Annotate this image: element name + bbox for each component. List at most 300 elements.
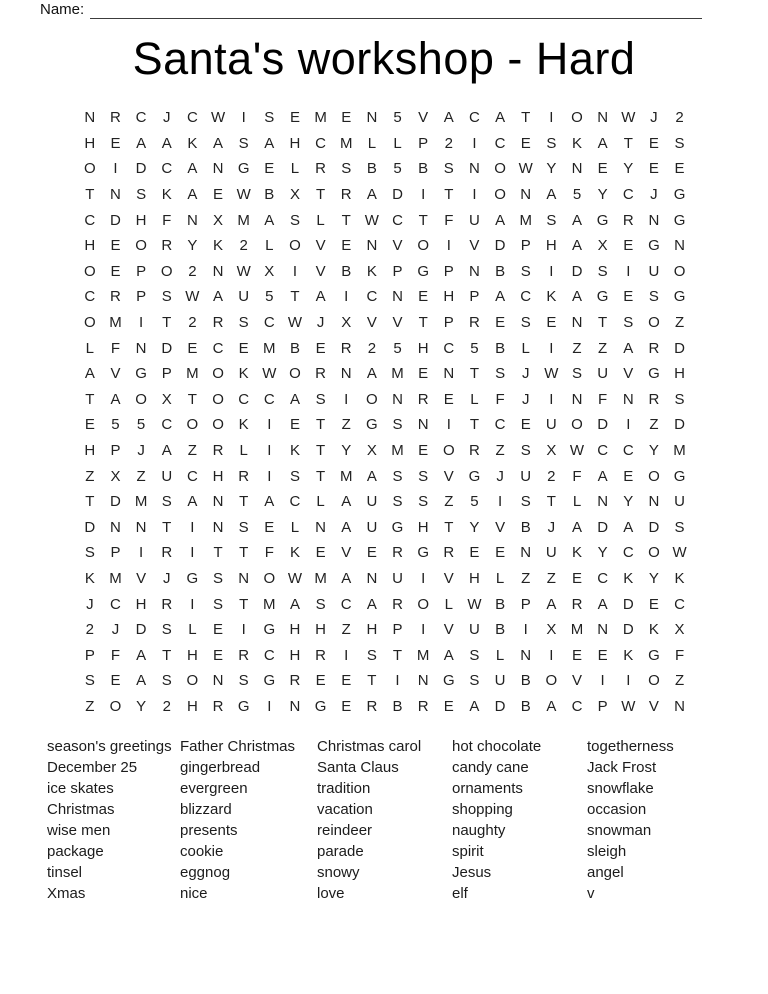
grid-letter: S <box>495 365 506 383</box>
grid-letter: A <box>213 288 224 306</box>
grid-letter: W <box>185 288 200 306</box>
word-list-item: tinsel <box>47 864 83 881</box>
grid-letter: 5 <box>111 416 120 434</box>
grid-letter: T <box>521 109 531 127</box>
grid-row <box>77 591 693 617</box>
grid-letter: H <box>289 134 301 152</box>
word-list-item: cookie <box>180 843 224 860</box>
grid-letter: D <box>597 518 609 536</box>
grid-letter: I <box>344 288 349 306</box>
grid-letter: K <box>674 569 685 587</box>
grid-letter: M <box>314 109 327 127</box>
grid-letter: C <box>289 493 301 511</box>
grid-letter: I <box>190 518 195 536</box>
grid-letter: U <box>469 211 480 229</box>
grid-letter: P <box>597 697 608 715</box>
grid-letter: I <box>267 697 272 715</box>
grid-letter: E <box>648 134 659 152</box>
grid-letter: I <box>446 416 451 434</box>
grid-letter: Y <box>597 544 608 562</box>
grid-letter: R <box>648 339 660 357</box>
grid-letter: S <box>418 467 429 485</box>
grid-letter: A <box>187 186 198 204</box>
grid-letter: G <box>596 211 609 229</box>
grid-letter: R <box>571 595 583 613</box>
grid-letter: 5 <box>470 493 479 511</box>
grid-letter: F <box>495 390 505 408</box>
grid-letter: N <box>443 365 455 383</box>
grid-row <box>77 233 693 259</box>
grid-letter: N <box>674 697 685 715</box>
grid-letter: S <box>546 134 557 152</box>
grid-row <box>77 182 693 208</box>
grid-letter: C <box>674 595 685 613</box>
name-fill-in-line <box>90 2 702 19</box>
grid-letter: W <box>364 211 379 229</box>
grid-letter: I <box>600 672 605 690</box>
grid-letter: Y <box>546 160 557 178</box>
grid-letter: X <box>597 237 608 255</box>
word-list-item: tradition <box>317 780 371 797</box>
grid-letter: Z <box>674 314 685 332</box>
word-list-item: naughty <box>452 822 506 839</box>
grid-letter: K <box>571 134 582 152</box>
grid-letter: N <box>366 109 378 127</box>
grid-letter: O <box>442 442 455 460</box>
grid-letter: N <box>84 109 96 127</box>
grid-letter: D <box>161 339 173 357</box>
grid-letter: P <box>443 314 454 332</box>
grid-letter: T <box>85 390 95 408</box>
grid-letter: R <box>212 442 224 460</box>
grid-letter: I <box>472 186 477 204</box>
word-list-item: shopping <box>452 801 513 818</box>
grid-letter: N <box>366 237 378 255</box>
grid-letter: F <box>444 211 454 229</box>
grid-letter: C <box>212 339 224 357</box>
grid-letter: B <box>495 339 506 357</box>
grid-letter: O <box>366 390 378 408</box>
grid-letter: S <box>392 493 403 511</box>
grid-letter: A <box>161 134 172 152</box>
grid-letter: O <box>648 314 660 332</box>
grid-letter: L <box>444 595 453 613</box>
grid-letter: Y <box>136 697 147 715</box>
grid-letter: T <box>290 288 300 306</box>
grid-letter: K <box>161 186 172 204</box>
grid-letter: A <box>341 493 352 511</box>
grid-letter: T <box>469 365 480 383</box>
grid-letter: S <box>520 442 531 460</box>
grid-letter: I <box>626 672 631 690</box>
grid-letter: W <box>621 109 636 127</box>
grid-letter: K <box>238 365 249 383</box>
grid-letter: S <box>136 186 147 204</box>
grid-letter: P <box>520 595 531 613</box>
word-list-item: Santa Claus <box>317 759 399 776</box>
grid-letter: G <box>648 237 660 255</box>
grid-letter: O <box>494 186 506 204</box>
grid-letter: D <box>597 416 609 434</box>
grid-letter: A <box>546 186 557 204</box>
word-list-column <box>587 736 722 904</box>
grid-row <box>77 642 693 668</box>
grid-letter: N <box>212 672 224 690</box>
grid-letter: E <box>546 314 557 332</box>
grid-letter: K <box>84 569 95 587</box>
grid-letter: E <box>315 339 326 357</box>
grid-row <box>77 156 693 182</box>
grid-letter: 2 <box>162 697 171 715</box>
grid-letter: 2 <box>675 109 684 127</box>
grid-letter: P <box>443 262 454 280</box>
grid-letter: E <box>495 544 506 562</box>
grid-letter: V <box>315 237 326 255</box>
grid-letter: S <box>392 467 403 485</box>
grid-letter: L <box>85 339 94 357</box>
grid-letter: E <box>110 237 121 255</box>
grid-letter: J <box>162 569 171 587</box>
grid-letter: I <box>523 621 528 639</box>
grid-letter: T <box>162 314 172 332</box>
grid-letter: S <box>623 314 634 332</box>
grid-letter: Z <box>85 697 95 715</box>
grid-letter: O <box>571 416 583 434</box>
grid-letter: E <box>315 544 326 562</box>
grid-letter: S <box>571 365 582 383</box>
grid-letter: I <box>190 595 195 613</box>
grid-letter: L <box>188 621 197 639</box>
grid-letter: A <box>187 160 198 178</box>
grid-letter: M <box>263 339 276 357</box>
grid-letter: I <box>446 237 451 255</box>
grid-row <box>77 361 693 387</box>
grid-letter: G <box>417 262 429 280</box>
grid-letter: 5 <box>265 288 274 306</box>
word-list-item: package <box>47 843 104 860</box>
grid-letter: O <box>648 467 660 485</box>
word-list-item: hot chocolate <box>452 738 542 755</box>
grid-letter: O <box>417 595 429 613</box>
grid-letter: E <box>495 314 506 332</box>
grid-letter: N <box>571 160 583 178</box>
grid-letter: Y <box>623 493 634 511</box>
grid-letter: M <box>109 569 122 587</box>
grid-letter: 2 <box>239 237 248 255</box>
grid-letter: Z <box>546 569 556 587</box>
grid-letter: V <box>315 262 326 280</box>
grid-letter: N <box>571 314 583 332</box>
grid-letter: E <box>597 160 608 178</box>
grid-letter: A <box>469 697 480 715</box>
grid-letter: W <box>262 365 277 383</box>
grid-letter: Y <box>341 442 352 460</box>
grid-letter: E <box>84 416 95 434</box>
grid-letter: R <box>289 672 301 690</box>
grid-letter: Y <box>648 569 659 587</box>
grid-letter: B <box>520 672 531 690</box>
grid-letter: I <box>241 109 246 127</box>
grid-letter: E <box>289 109 300 127</box>
grid-letter: A <box>161 442 172 460</box>
grid-letter: N <box>520 186 532 204</box>
grid-letter: E <box>648 595 659 613</box>
grid-letter: U <box>161 467 173 485</box>
grid-row <box>77 335 693 361</box>
grid-letter: R <box>392 595 403 613</box>
grid-letter: W <box>236 186 251 204</box>
grid-letter: E <box>623 288 634 306</box>
grid-letter: D <box>674 339 685 357</box>
word-list-column <box>452 736 587 904</box>
grid-letter: A <box>443 109 454 127</box>
grid-letter: B <box>289 339 300 357</box>
grid-letter: X <box>341 314 352 332</box>
word-list-item: Xmas <box>47 885 86 902</box>
grid-letter: S <box>546 211 557 229</box>
grid-letter: L <box>239 442 248 460</box>
grid-letter: H <box>315 621 326 639</box>
grid-letter: Y <box>597 186 608 204</box>
grid-letter: G <box>314 697 327 715</box>
word-list-item: eggnog <box>180 864 231 881</box>
grid-letter: Z <box>521 569 531 587</box>
grid-letter: J <box>86 595 94 613</box>
word-list-item: candy cane <box>452 759 529 776</box>
grid-letter: N <box>135 518 147 536</box>
grid-letter: Z <box>136 467 146 485</box>
grid-letter: C <box>186 109 198 127</box>
grid-letter: T <box>316 186 326 204</box>
grid-letter: K <box>623 646 634 664</box>
grid-letter: A <box>136 134 147 152</box>
grid-letter: M <box>416 646 430 664</box>
grid-letter: E <box>623 467 634 485</box>
grid-row <box>77 694 693 720</box>
grid-letter: N <box>186 211 198 229</box>
grid-letter: U <box>366 493 378 511</box>
name-row <box>40 1 702 19</box>
grid-letter: G <box>237 160 250 178</box>
grid-letter: A <box>289 390 300 408</box>
grid-letter: O <box>417 237 429 255</box>
grid-letter: E <box>443 390 454 408</box>
grid-letter: T <box>85 186 95 204</box>
grid-row <box>77 489 693 515</box>
grid-letter: 5 <box>470 339 479 357</box>
grid-letter: H <box>84 442 96 460</box>
grid-letter: E <box>213 646 224 664</box>
grid-letter: S <box>315 595 326 613</box>
grid-letter: K <box>213 237 224 255</box>
grid-letter: D <box>135 621 147 639</box>
grid-letter: B <box>495 621 506 639</box>
grid-letter: I <box>190 544 195 562</box>
grid-letter: R <box>238 646 250 664</box>
grid-letter: A <box>571 211 582 229</box>
grid-letter: C <box>186 467 198 485</box>
word-list-item: love <box>317 885 345 902</box>
grid-letter: Z <box>341 621 351 639</box>
grid-letter: N <box>212 493 224 511</box>
grid-letter: U <box>674 493 685 511</box>
grid-letter: M <box>186 365 199 383</box>
grid-letter: P <box>84 646 95 664</box>
grid-letter: E <box>264 518 275 536</box>
grid-letter: A <box>571 518 582 536</box>
grid-letter: K <box>546 288 557 306</box>
grid-letter: C <box>161 160 173 178</box>
grid-row <box>77 259 693 285</box>
grid-letter: E <box>418 365 429 383</box>
grid-letter: M <box>263 595 276 613</box>
grid-letter: G <box>186 569 199 587</box>
grid-letter: U <box>238 288 250 306</box>
grid-letter: D <box>135 160 147 178</box>
grid-letter: J <box>162 109 171 127</box>
grid-row <box>77 284 693 310</box>
grid-letter: U <box>366 518 378 536</box>
grid-letter: O <box>212 416 224 434</box>
grid-letter: S <box>161 493 172 511</box>
grid-row <box>77 310 693 336</box>
grid-letter: P <box>520 237 531 255</box>
grid-letter: O <box>186 672 199 690</box>
word-list-column <box>317 736 452 904</box>
grid-letter: K <box>238 416 249 434</box>
grid-letter: J <box>521 365 530 383</box>
grid-letter: C <box>340 595 352 613</box>
grid-letter: C <box>392 211 403 229</box>
grid-letter: O <box>289 237 301 255</box>
grid-letter: I <box>267 442 272 460</box>
grid-letter: A <box>187 493 198 511</box>
grid-letter: M <box>391 442 404 460</box>
grid-letter: N <box>110 518 121 536</box>
grid-letter: C <box>315 134 326 152</box>
grid-letter: E <box>674 160 685 178</box>
grid-letter: V <box>392 237 403 255</box>
word-list-item: parade <box>317 843 364 860</box>
grid-letter: E <box>366 544 377 562</box>
grid-letter: V <box>443 621 454 639</box>
grid-letter: S <box>469 646 480 664</box>
grid-letter: C <box>622 186 634 204</box>
grid-letter: W <box>287 314 303 332</box>
grid-letter: 5 <box>393 109 402 127</box>
grid-letter: 5 <box>572 186 582 204</box>
grid-letter: C <box>238 390 250 408</box>
grid-letter: Z <box>187 442 197 460</box>
grid-letter: N <box>674 237 685 255</box>
grid-letter: F <box>598 390 608 408</box>
grid-letter: U <box>469 621 480 639</box>
grid-letter: N <box>597 621 609 639</box>
grid-letter: N <box>417 672 429 690</box>
grid-letter: C <box>622 544 634 562</box>
grid-letter: L <box>316 211 325 229</box>
grid-letter: U <box>392 569 403 587</box>
grid-letter: M <box>237 211 250 229</box>
grid-letter: N <box>520 646 532 664</box>
grid-letter: H <box>545 237 557 255</box>
grid-letter: R <box>315 160 326 178</box>
grid-letter: K <box>289 544 300 562</box>
grid-letter: A <box>597 134 608 152</box>
grid-letter: I <box>421 621 426 639</box>
grid-letter: J <box>650 186 658 204</box>
grid-letter: I <box>267 467 272 485</box>
grid-letter: I <box>472 134 477 152</box>
grid-letter: D <box>674 416 685 434</box>
grid-letter: A <box>495 211 506 229</box>
grid-letter: U <box>597 365 609 383</box>
word-list-item: December 25 <box>47 759 138 776</box>
grid-letter: F <box>110 339 121 357</box>
grid-row <box>77 463 693 489</box>
grid-letter: B <box>495 262 506 280</box>
grid-letter: N <box>571 390 583 408</box>
word-list-item: vacation <box>317 801 373 818</box>
grid-letter: P <box>136 262 147 280</box>
grid-letter: R <box>469 442 480 460</box>
grid-letter: T <box>162 518 172 536</box>
grid-letter: B <box>520 697 531 715</box>
grid-letter: R <box>110 288 121 306</box>
grid-letter: V <box>443 467 454 485</box>
word-list-item: spirit <box>452 843 484 860</box>
grid-letter: J <box>521 390 530 408</box>
grid-letter: E <box>648 160 659 178</box>
grid-letter: U <box>494 672 506 690</box>
word-list-item: nice <box>180 885 208 902</box>
grid-letter: J <box>316 314 325 332</box>
grid-letter: A <box>546 697 557 715</box>
grid-letter: V <box>110 365 121 383</box>
grid-letter: D <box>494 697 506 715</box>
grid-letter: N <box>289 697 301 715</box>
grid-letter: I <box>549 262 554 280</box>
grid-letter: H <box>289 646 301 664</box>
grid-letter: Z <box>341 416 351 434</box>
grid-letter: E <box>341 672 352 690</box>
grid-letter: L <box>495 646 505 664</box>
grid-letter: A <box>623 339 634 357</box>
grid-letter: M <box>314 569 327 587</box>
grid-letter: H <box>135 595 147 613</box>
grid-letter: I <box>139 544 144 562</box>
grid-letter: B <box>520 518 531 536</box>
grid-letter: C <box>84 288 96 306</box>
name-label: Name: <box>40 1 85 18</box>
grid-letter: E <box>289 416 300 434</box>
word-list-item: season's greetings <box>47 738 172 755</box>
grid-letter: C <box>597 442 609 460</box>
grid-letter: A <box>366 186 377 204</box>
grid-letter: S <box>84 544 95 562</box>
grid-letter: C <box>84 211 96 229</box>
grid-letter: C <box>622 442 634 460</box>
grid-letter: S <box>289 211 300 229</box>
grid-letter: H <box>366 621 378 639</box>
grid-letter: A <box>597 467 608 485</box>
grid-letter: D <box>622 595 634 613</box>
grid-letter: H <box>84 237 96 255</box>
grid-letter: I <box>139 314 144 332</box>
grid-letter: Z <box>85 467 95 485</box>
grid-letter: T <box>341 211 351 229</box>
grid-letter: J <box>137 442 145 460</box>
